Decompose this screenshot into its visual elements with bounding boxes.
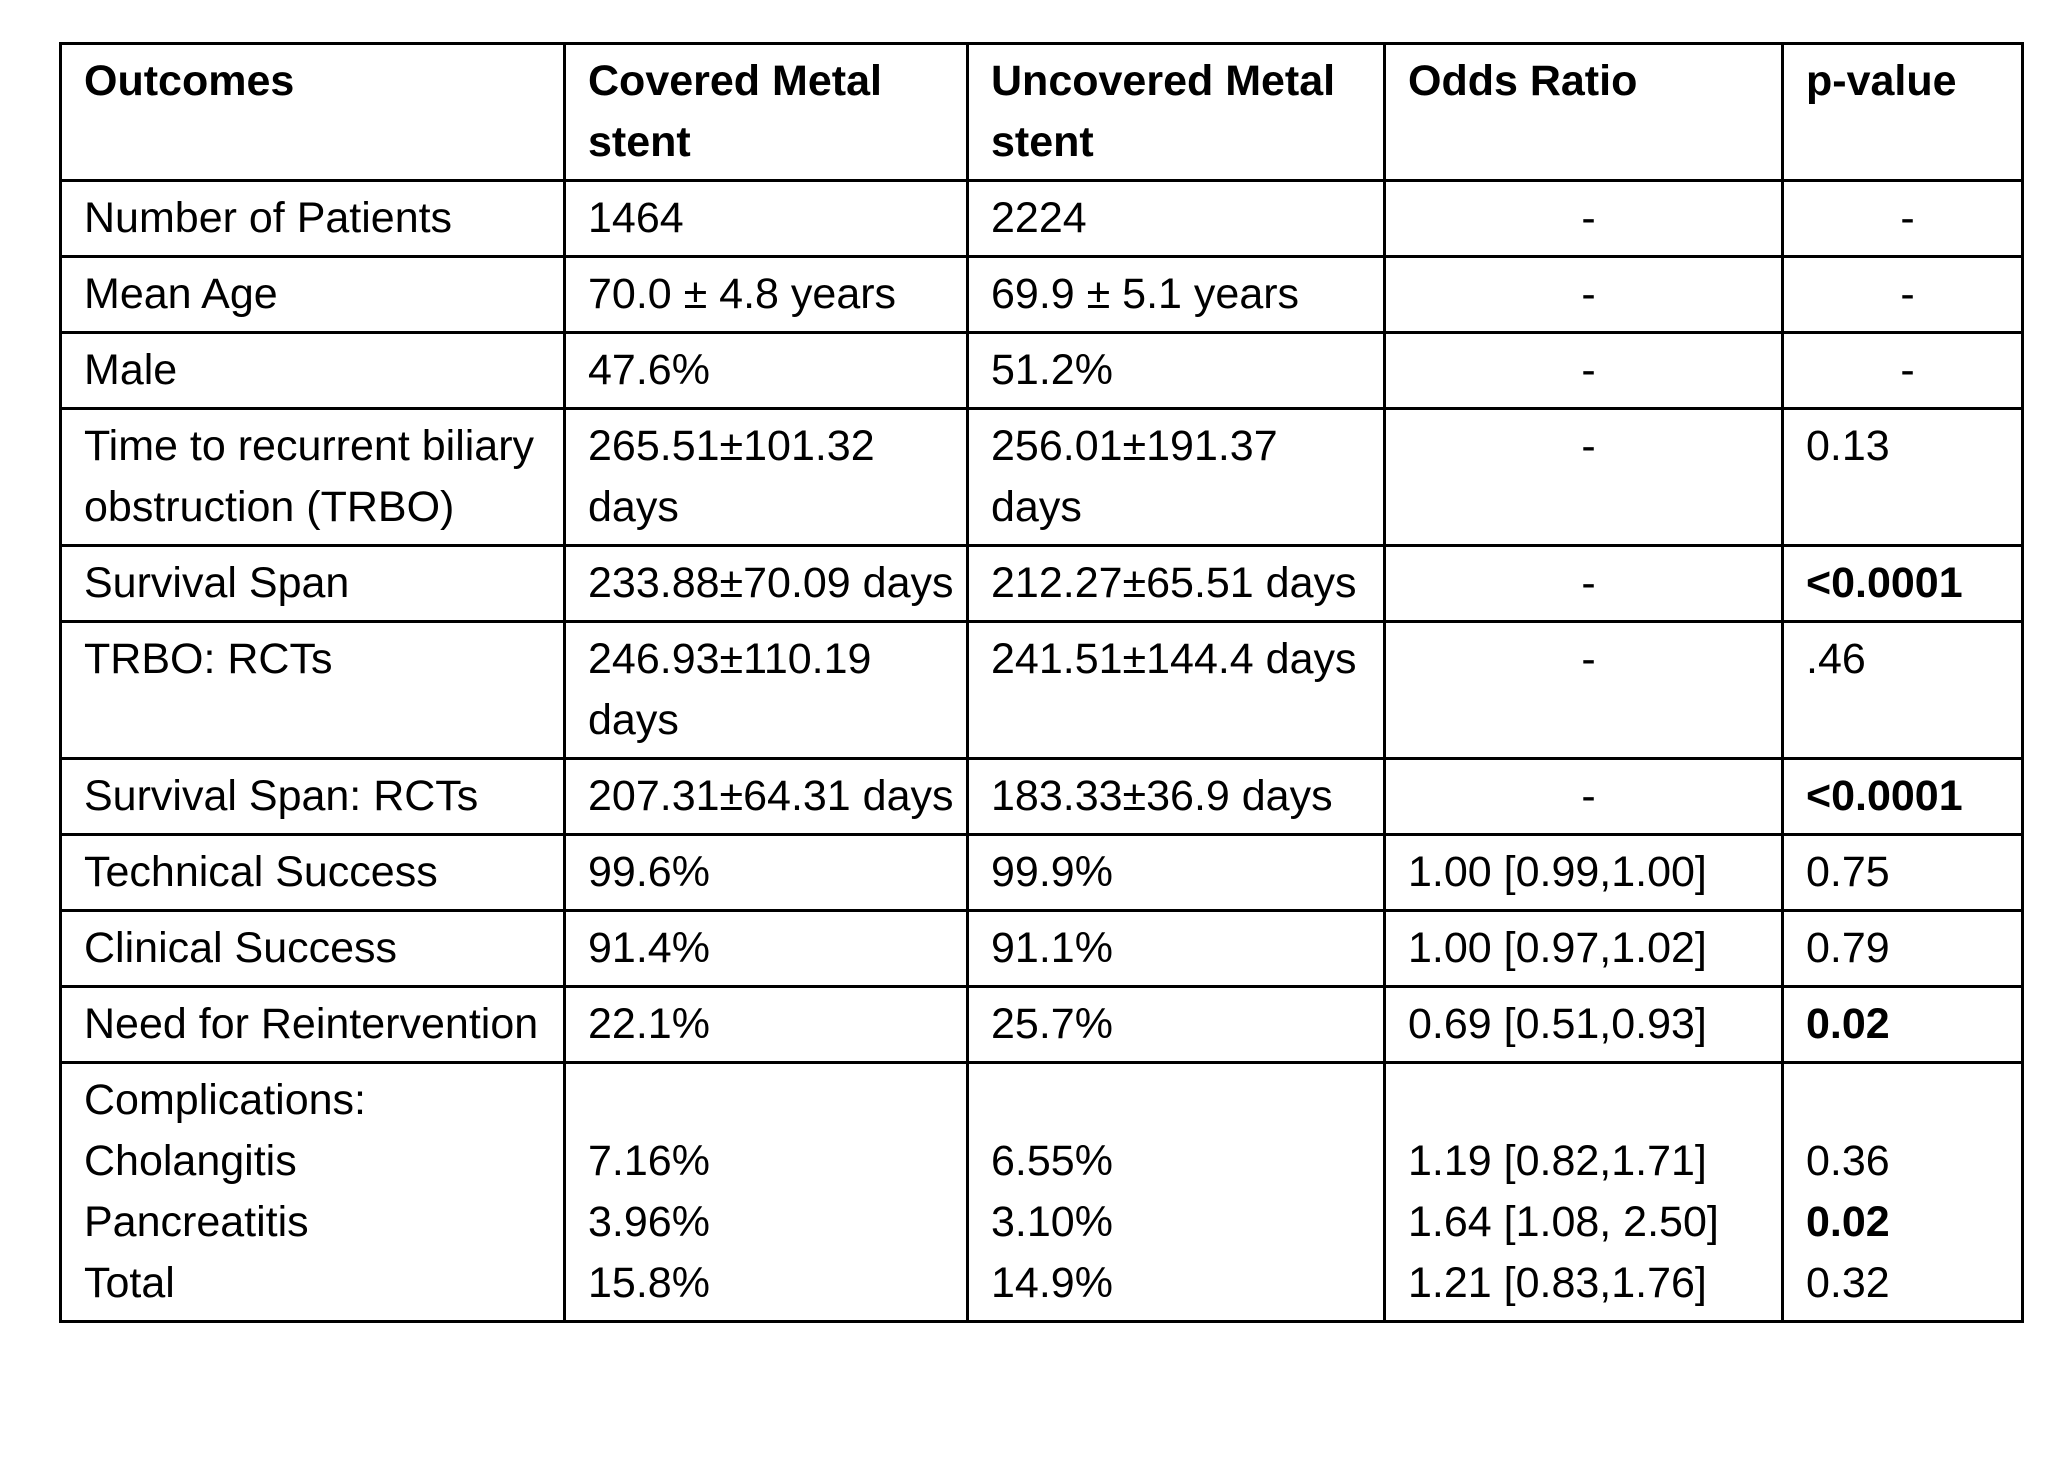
complications-row xyxy=(61,1063,2023,1322)
covered-total: 15.8% xyxy=(588,1259,710,1307)
uncovered-cell: 99.9% xyxy=(968,835,1385,911)
spacer-line xyxy=(991,1070,1371,1131)
header-covered-metal-stent: Covered Metal stent xyxy=(565,44,968,181)
p-value-cell: 0.79 xyxy=(1783,911,2023,987)
header-odds-ratio: Odds Ratio xyxy=(1385,44,1783,181)
uncovered-cell: 212.27±65.51 days xyxy=(968,546,1385,622)
odds-ratio-cell: 1.00 [0.97,1.02] xyxy=(1385,911,1783,987)
uncovered-cell: 69.9 ± 5.1 years xyxy=(968,257,1385,333)
odds-ratio-cell: - xyxy=(1385,333,1783,409)
spacer-line xyxy=(1806,1070,2009,1131)
covered-cell: 233.88±70.09 days xyxy=(565,546,968,622)
outcome-cell: TRBO: RCTs xyxy=(61,622,565,759)
table-row xyxy=(61,622,2023,759)
odds-ratio-cell: - xyxy=(1385,546,1783,622)
odds-ratio-cholangitis: 1.19 [0.82,1.71] xyxy=(1408,1137,1707,1185)
odds-ratio-cell: - xyxy=(1385,257,1783,333)
uncovered-cell: 2224 xyxy=(968,181,1385,257)
p-value-cell: <0.0001 xyxy=(1783,759,2023,835)
covered-cell: 47.6% xyxy=(565,333,968,409)
outcomes-table xyxy=(59,42,2024,1323)
complications-odds-ratio-cell xyxy=(1385,1063,1783,1322)
complications-outcome-cell xyxy=(61,1063,565,1322)
outcome-cell: Number of Patients xyxy=(61,181,565,257)
table-row xyxy=(61,911,2023,987)
odds-ratio-total: 1.21 [0.83,1.76] xyxy=(1408,1259,1707,1307)
table-row xyxy=(61,333,2023,409)
odds-ratio-cell: - xyxy=(1385,181,1783,257)
covered-cell: 1464 xyxy=(565,181,968,257)
uncovered-cell: 183.33±36.9 days xyxy=(968,759,1385,835)
table-row xyxy=(61,409,2023,546)
odds-ratio-cell: - xyxy=(1385,622,1783,759)
p-value-cell: <0.0001 xyxy=(1783,546,2023,622)
p-value-cell: 0.02 xyxy=(1783,987,2023,1063)
p-value-cell: 0.13 xyxy=(1783,409,2023,546)
complications-title: Complications: xyxy=(84,1076,366,1124)
covered-cell: 70.0 ± 4.8 years xyxy=(565,257,968,333)
table-row xyxy=(61,987,2023,1063)
complications-covered-cell xyxy=(565,1063,968,1322)
header-outcomes: Outcomes xyxy=(61,44,565,181)
outcome-cell: Male xyxy=(61,333,565,409)
p-value-cell: 0.75 xyxy=(1783,835,2023,911)
complications-p-value-cell xyxy=(1783,1063,2023,1322)
p-value-cell: - xyxy=(1783,257,2023,333)
p-value-total: 0.32 xyxy=(1806,1259,1890,1307)
complication-name-total: Total xyxy=(84,1259,175,1307)
outcome-cell: Need for Reintervention xyxy=(61,987,565,1063)
covered-cell: 91.4% xyxy=(565,911,968,987)
table-row xyxy=(61,759,2023,835)
uncovered-cell: 91.1% xyxy=(968,911,1385,987)
covered-cell: 99.6% xyxy=(565,835,968,911)
complication-name-cholangitis: Cholangitis xyxy=(84,1137,297,1185)
uncovered-cell: 25.7% xyxy=(968,987,1385,1063)
covered-cell: 207.31±64.31 days xyxy=(565,759,968,835)
uncovered-cell: 241.51±144.4 days xyxy=(968,622,1385,759)
complications-uncovered-cell xyxy=(968,1063,1385,1322)
spacer-line xyxy=(588,1070,954,1131)
table-row xyxy=(61,835,2023,911)
covered-cell: 246.93±110.19 days xyxy=(565,622,968,759)
covered-cell: 265.51±101.32 days xyxy=(565,409,968,546)
odds-ratio-cell: 0.69 [0.51,0.93] xyxy=(1385,987,1783,1063)
p-value-cell: - xyxy=(1783,333,2023,409)
covered-pancreatitis: 3.96% xyxy=(588,1198,710,1246)
p-value-cell: .46 xyxy=(1783,622,2023,759)
p-value-pancreatitis: 0.02 xyxy=(1806,1198,1890,1246)
p-value-cholangitis: 0.36 xyxy=(1806,1137,1890,1185)
outcome-cell: Time to recurrent biliary obstruction (TRBO) xyxy=(61,409,565,546)
uncovered-pancreatitis: 3.10% xyxy=(991,1198,1113,1246)
table-row xyxy=(61,181,2023,257)
covered-cholangitis: 7.16% xyxy=(588,1137,710,1185)
header-uncovered-metal-stent: Uncovered Metal stent xyxy=(968,44,1385,181)
outcome-cell: Clinical Success xyxy=(61,911,565,987)
uncovered-total: 14.9% xyxy=(991,1259,1113,1307)
outcome-cell: Technical Success xyxy=(61,835,565,911)
complication-name-pancreatitis: Pancreatitis xyxy=(84,1198,309,1246)
spacer-line xyxy=(1408,1070,1769,1131)
odds-ratio-cell: - xyxy=(1385,409,1783,546)
outcome-cell: Survival Span: RCTs xyxy=(61,759,565,835)
header-p-value: p-value xyxy=(1783,44,2023,181)
table-row xyxy=(61,257,2023,333)
header-row xyxy=(61,44,2023,181)
uncovered-cholangitis: 6.55% xyxy=(991,1137,1113,1185)
outcome-cell: Mean Age xyxy=(61,257,565,333)
odds-ratio-cell: 1.00 [0.99,1.00] xyxy=(1385,835,1783,911)
outcome-cell: Survival Span xyxy=(61,546,565,622)
odds-ratio-pancreatitis: 1.64 [1.08, 2.50] xyxy=(1408,1198,1719,1246)
odds-ratio-cell: - xyxy=(1385,759,1783,835)
table-row xyxy=(61,546,2023,622)
uncovered-cell: 256.01±191.37 days xyxy=(968,409,1385,546)
p-value-cell: - xyxy=(1783,181,2023,257)
covered-cell: 22.1% xyxy=(565,987,968,1063)
uncovered-cell: 51.2% xyxy=(968,333,1385,409)
